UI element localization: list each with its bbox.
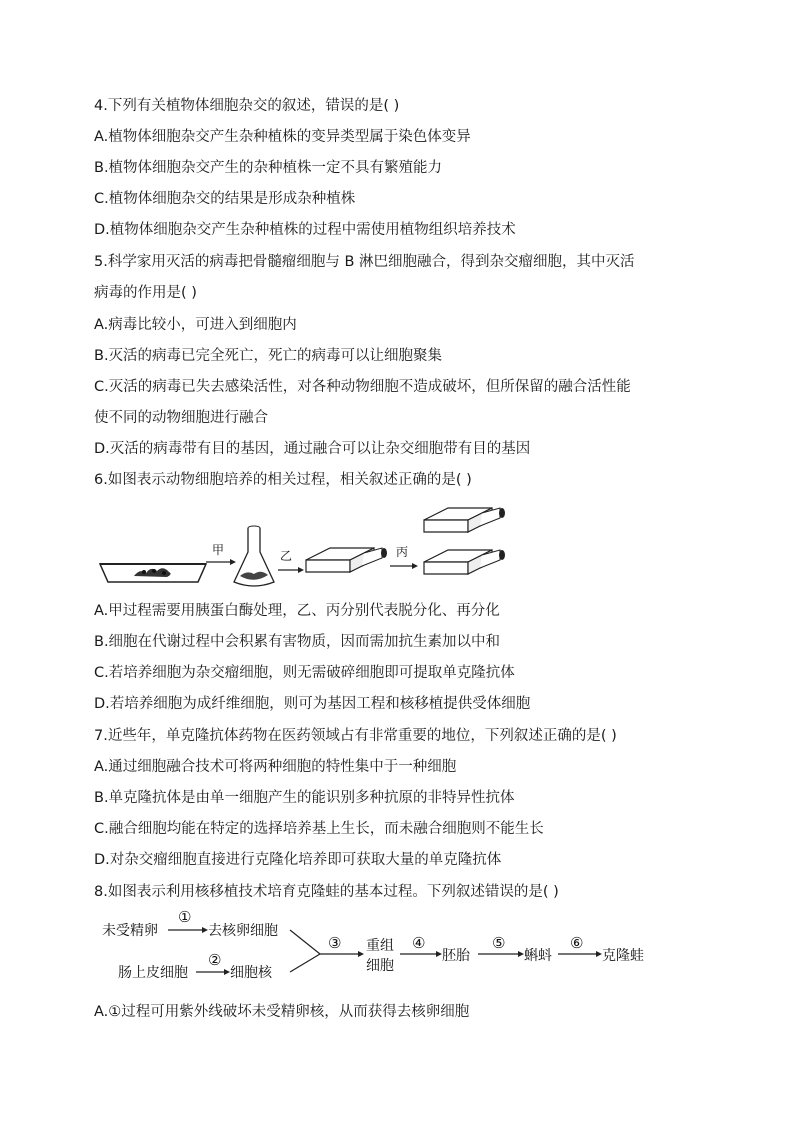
nuclear-transfer-flow-diagram xyxy=(94,908,684,988)
cell-culture-figure xyxy=(94,500,524,592)
question-5-option-b: B.灭活的病毒已完全死亡，死亡的病毒可以让细胞聚集 xyxy=(94,348,443,364)
flow-recombined-1: 重组 xyxy=(366,938,394,954)
question-7-option-a: A.通过细胞融合技术可将两种细胞的特性集中于一种细胞 xyxy=(94,759,457,775)
question-7-stem: 7.近些年，单克隆抗体药物在医药领域占有非常重要的地位，下列叙述正确的是( ) xyxy=(94,728,617,744)
step-4: ④ xyxy=(412,934,426,952)
question-6-option-d: D.若培养细胞为成纤维细胞，则可为基因工程和核移植提供受体细胞 xyxy=(94,696,531,712)
step-3: ③ xyxy=(328,934,342,952)
question-6-option-b: B.细胞在代谢过程中会积累有害物质，因而需加抗生素加以中和 xyxy=(94,634,501,650)
petri-dish-icon xyxy=(100,564,206,582)
question-4-option-a: A.植物体细胞杂交产生杂种植株的变异类型属于染色体变异 xyxy=(94,129,471,145)
flow-tadpole: 蝌蚪 xyxy=(524,948,552,964)
flask-icon xyxy=(234,526,274,586)
step-1: ① xyxy=(178,908,192,926)
culture-bottle-bottom-icon xyxy=(424,550,505,574)
question-5-option-a: A.病毒比较小，可进入到细胞内 xyxy=(94,317,297,333)
question-5-option-c: C.灭活的病毒已失去感染活性，对各种动物细胞不造成破坏，但所保留的融合活性能 xyxy=(94,379,631,395)
flow-recombined-2: 细胞 xyxy=(366,958,394,974)
question-8-stem: 8.如图表示利用核移植技术培育克隆蛙的基本过程。下列叙述错误的是( ) xyxy=(94,884,559,900)
question-8-option-a: A.①过程可用紫外线破坏未受精卵核，从而获得去核卵细胞 xyxy=(94,1004,470,1020)
question-6-stem: 6.如图表示动物细胞培养的相关过程，相关叙述正确的是( ) xyxy=(94,472,472,488)
question-5-stem-line-1: 5.科学家用灭活的病毒把骨髓瘤细胞与 B 淋巴细胞融合，得到杂交瘤细胞，其中灭活 xyxy=(94,254,635,270)
question-5-option-c-cont: 使不同的动物细胞进行融合 xyxy=(94,410,268,426)
flow-embryo: 胚胎 xyxy=(442,948,470,964)
question-4-option-b: B.植物体细胞杂交产生的杂种植株一定不具有繁殖能力 xyxy=(94,160,443,176)
label-jia: 甲 xyxy=(212,543,225,557)
flow-frog: 克隆蛙 xyxy=(602,948,644,964)
question-7-option-c: C.融合细胞均能在特定的选择培养基上生长，而未融合细胞则不能生长 xyxy=(94,821,544,837)
question-4-option-c: C.植物体细胞杂交的结果是形成杂种植株 xyxy=(94,191,356,207)
flow-skin-cell: 肠上皮细胞 xyxy=(118,965,188,981)
question-7-option-d: D.对杂交瘤细胞直接进行克隆化培养即可获取大量的单克隆抗体 xyxy=(94,852,502,868)
label-bing: 丙 xyxy=(396,545,409,559)
question-7-option-b: B.单克隆抗体是由单一细胞产生的能识别多种抗原的非特异性抗体 xyxy=(94,790,515,806)
question-6-option-a: A.甲过程需要用胰蛋白酶处理，乙、丙分别代表脱分化、再分化 xyxy=(94,603,500,619)
flow-enucleated: 去核卵细胞 xyxy=(208,923,278,939)
question-5-option-d: D.灭活的病毒带有目的基因，通过融合可以让杂交细胞带有目的基因 xyxy=(94,441,531,457)
culture-bottle-icon xyxy=(306,548,387,572)
question-4-option-d: D.植物体细胞杂交产生杂种植株的过程中需使用植物组织培养技术 xyxy=(94,222,516,238)
culture-bottle-top-icon xyxy=(424,508,505,532)
flow-nucleus: 细胞核 xyxy=(230,965,272,981)
flow-egg: 未受精卵 xyxy=(102,923,158,939)
step-5: ⑤ xyxy=(492,934,506,952)
label-yi: 乙 xyxy=(280,549,293,563)
step-2: ② xyxy=(208,951,222,969)
question-6-option-c: C.若培养细胞为杂交瘤细胞，则无需破碎细胞即可提取单克隆抗体 xyxy=(94,665,515,681)
step-6: ⑥ xyxy=(570,934,584,952)
question-4-stem: 4.下列有关植物体细胞杂交的叙述，错误的是( ) xyxy=(94,98,400,114)
question-5-stem-line-2: 病毒的作用是( ) xyxy=(94,285,197,301)
